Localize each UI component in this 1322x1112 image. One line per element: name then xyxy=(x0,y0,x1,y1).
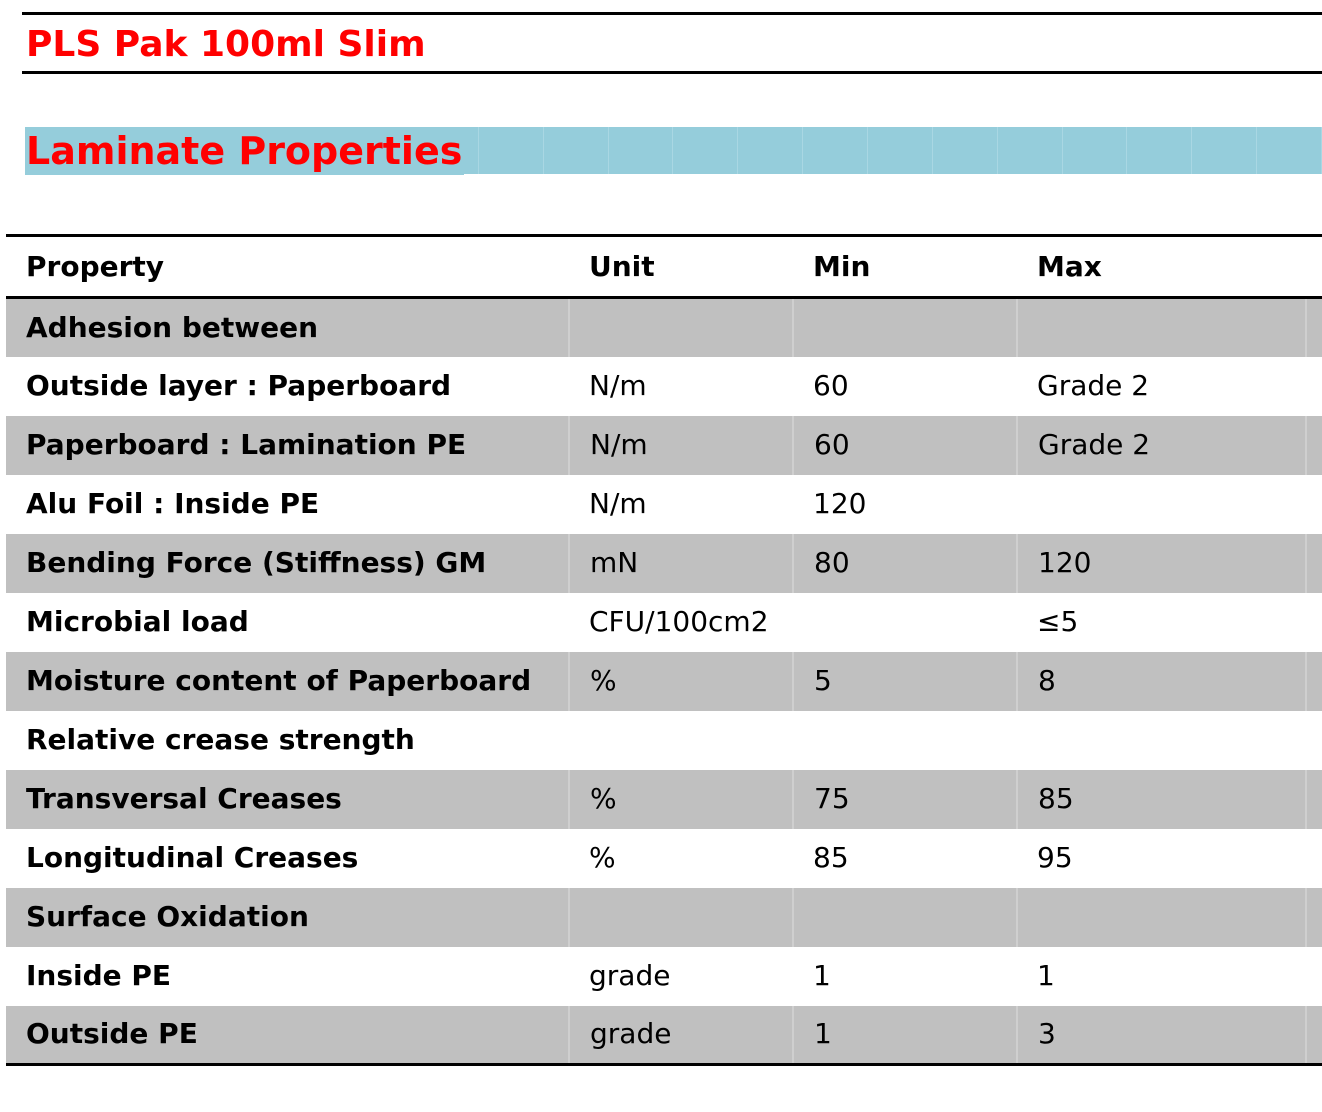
laminate-properties-table xyxy=(6,234,1322,1066)
cell-unit: mN xyxy=(569,534,793,593)
cell-unit: CFU/100cm2 xyxy=(589,605,769,638)
table-row xyxy=(6,534,1322,593)
cell-min: 120 xyxy=(813,487,867,520)
table-row xyxy=(6,475,1322,534)
cell-min: 1 xyxy=(793,1006,1017,1065)
cell-spacer xyxy=(1306,475,1322,534)
cell-max: Grade 2 xyxy=(1017,416,1306,475)
cell-property: Alu Foil : Inside PE xyxy=(26,487,320,520)
cell-spacer xyxy=(1306,1006,1322,1065)
cell-max xyxy=(1017,711,1306,770)
cell-max: 3 xyxy=(1017,1006,1306,1065)
cell-property: Moisture content of Paperboard xyxy=(6,652,569,711)
cell-min: 85 xyxy=(813,841,849,874)
cell-min: 1 xyxy=(813,959,831,992)
table-row xyxy=(6,416,1322,475)
cell-max: 95 xyxy=(1037,841,1073,874)
cell-max: ≤5 xyxy=(1037,605,1079,638)
cell-property: Outside PE xyxy=(6,1006,569,1065)
cell-min: 75 xyxy=(793,770,1017,829)
cell-property: Transversal Creases xyxy=(6,770,569,829)
cell-unit xyxy=(569,298,793,357)
cell-unit: grade xyxy=(569,1006,793,1065)
table-row xyxy=(6,888,1322,947)
cell-unit: N/m xyxy=(589,487,647,520)
cell-spacer xyxy=(1306,947,1322,1006)
cell-min: 60 xyxy=(813,369,849,402)
cell-unit: % xyxy=(569,770,793,829)
cell-min xyxy=(793,888,1017,947)
table-row xyxy=(6,357,1322,416)
cell-unit: % xyxy=(569,652,793,711)
cell-property: Microbial load xyxy=(26,605,249,638)
cell-unit: % xyxy=(589,841,616,874)
table-row xyxy=(6,711,1322,770)
table-row xyxy=(6,947,1322,1006)
cell-unit: N/m xyxy=(569,416,793,475)
section-title: Laminate Properties xyxy=(26,129,463,173)
cell-max: Grade 2 xyxy=(1037,369,1150,402)
cell-min: 5 xyxy=(793,652,1017,711)
cell-min: 80 xyxy=(793,534,1017,593)
header-unit: Unit xyxy=(569,236,793,298)
cell-max xyxy=(1017,888,1306,947)
header-property: Property xyxy=(6,236,569,298)
table-header-row xyxy=(6,236,1322,298)
cell-max: 8 xyxy=(1017,652,1306,711)
cell-property: Longitudinal Creases xyxy=(26,841,359,874)
header-max: Max xyxy=(1017,236,1306,298)
cell-min xyxy=(793,593,1017,652)
cell-spacer xyxy=(1306,770,1322,829)
cell-spacer xyxy=(1306,829,1322,888)
cell-property: Outside layer : Paperboard xyxy=(26,369,452,402)
cell-spacer xyxy=(1306,711,1322,770)
cell-unit xyxy=(569,711,793,770)
cell-property: Inside PE xyxy=(26,959,172,992)
cell-property: Adhesion between xyxy=(6,298,569,357)
document-title: PLS Pak 100ml Slim xyxy=(26,24,426,65)
cell-spacer xyxy=(1306,593,1322,652)
cell-unit: N/m xyxy=(589,369,647,402)
cell-max: 1 xyxy=(1037,959,1055,992)
cell-max xyxy=(1017,298,1306,357)
cell-min: 60 xyxy=(793,416,1017,475)
cell-spacer xyxy=(1306,416,1322,475)
cell-property: Surface Oxidation xyxy=(6,888,569,947)
cell-min xyxy=(793,298,1017,357)
header-min: Min xyxy=(793,236,1017,298)
document-title-block xyxy=(22,12,1322,74)
table-row xyxy=(6,829,1322,888)
cell-spacer xyxy=(1306,534,1322,593)
cell-max xyxy=(1017,475,1306,534)
cell-max: 120 xyxy=(1017,534,1306,593)
cell-property: Bending Force (Stiffness) GM xyxy=(6,534,569,593)
header-spacer xyxy=(1306,236,1322,298)
table-row xyxy=(6,770,1322,829)
table-row xyxy=(6,1006,1322,1065)
cell-property: Paperboard : Lamination PE xyxy=(6,416,569,475)
cell-property: Relative crease strength xyxy=(26,723,415,756)
cell-min xyxy=(793,711,1017,770)
cell-spacer xyxy=(1306,652,1322,711)
section-heading-band xyxy=(25,127,1322,174)
cell-spacer xyxy=(1306,888,1322,947)
cell-spacer xyxy=(1306,298,1322,357)
cell-unit: grade xyxy=(589,959,671,992)
cell-unit xyxy=(569,888,793,947)
table-row xyxy=(6,298,1322,357)
cell-max: 85 xyxy=(1017,770,1306,829)
table-row xyxy=(6,652,1322,711)
cell-spacer xyxy=(1306,357,1322,416)
table-row xyxy=(6,593,1322,652)
